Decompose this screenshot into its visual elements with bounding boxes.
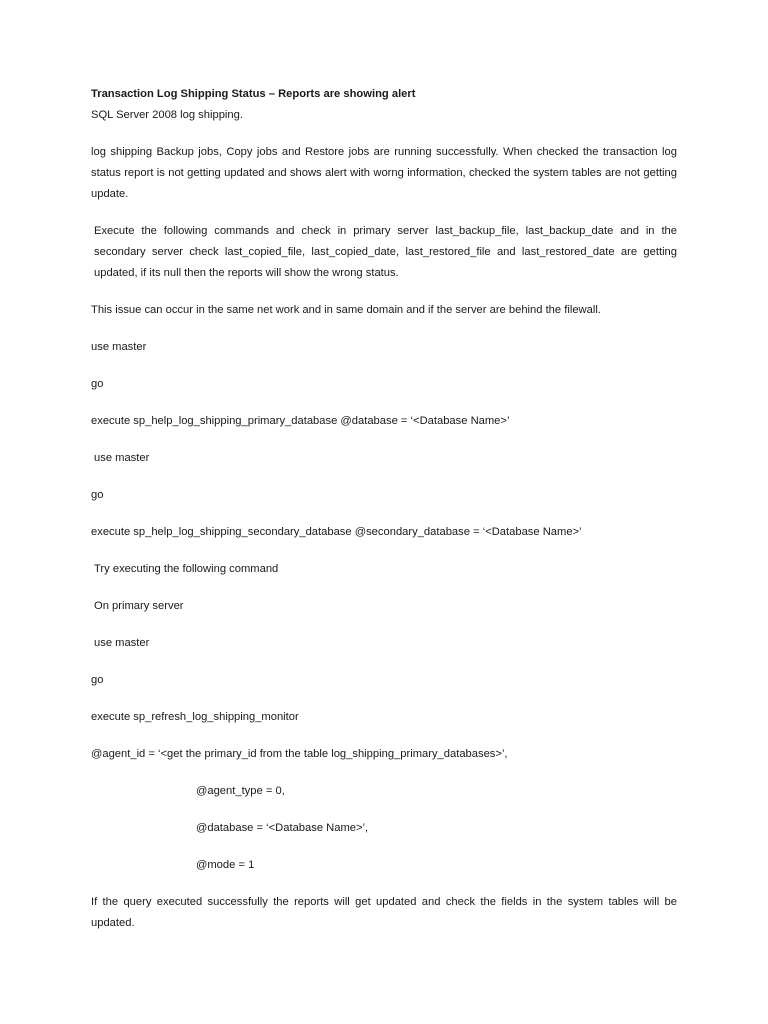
code-line-use-master: use master xyxy=(91,341,147,353)
code-line-exec-refresh: execute sp_refresh_log_shipping_monitor xyxy=(91,711,299,723)
code-line-mode: @mode = 1 xyxy=(196,859,255,871)
paragraph-result: If the query executed successfully the reports will get updated and check the fields in the system tables will be updated. xyxy=(91,896,677,929)
text-line-on-primary: On primary server xyxy=(94,600,184,612)
code-line-go: go xyxy=(91,674,104,686)
code-line-use-master: use master xyxy=(94,637,150,649)
code-line-agent-id: @agent_id = ‘<get the primary_id from the table log_shipping_primary_databases>’, xyxy=(91,748,508,760)
code-line-database: @database = ‘<Database Name>’, xyxy=(196,822,369,834)
text-line-try-executing: Try executing the following command xyxy=(94,563,279,575)
paragraph-description: log shipping Backup jobs, Copy jobs and Restore jobs are running successfully. When checked the transaction log status report is not getting updated and shows alert with worng information, checked the system tables are not getting update. xyxy=(91,146,677,200)
paragraph-instructions: Execute the following commands and check in primary server last_backup_file, last_backup_date and in the secondary server check last_copied_file, last_copied_date, last_restored_file and last_restored_date are getting updated, if its null then the reports will show the wrong status. xyxy=(94,225,677,279)
paragraph-cause: This issue can occur in the same net work and in same domain and if the server are behind the filewall. xyxy=(91,304,601,316)
document-title: Transaction Log Shipping Status – Reports are showing alert xyxy=(91,88,416,100)
code-line-go: go xyxy=(91,489,104,501)
code-line-exec-secondary: execute sp_help_log_shipping_secondary_database @secondary_database = ‘<Database Name>’ xyxy=(91,526,582,538)
document-page xyxy=(91,84,677,934)
document-subtitle: SQL Server 2008 log shipping. xyxy=(91,109,243,121)
code-line-go: go xyxy=(91,378,104,390)
code-line-agent-type: @agent_type = 0, xyxy=(196,785,285,797)
code-line-exec-primary: execute sp_help_log_shipping_primary_database @database = ‘<Database Name>’ xyxy=(91,415,510,427)
code-line-use-master: use master xyxy=(94,452,150,464)
